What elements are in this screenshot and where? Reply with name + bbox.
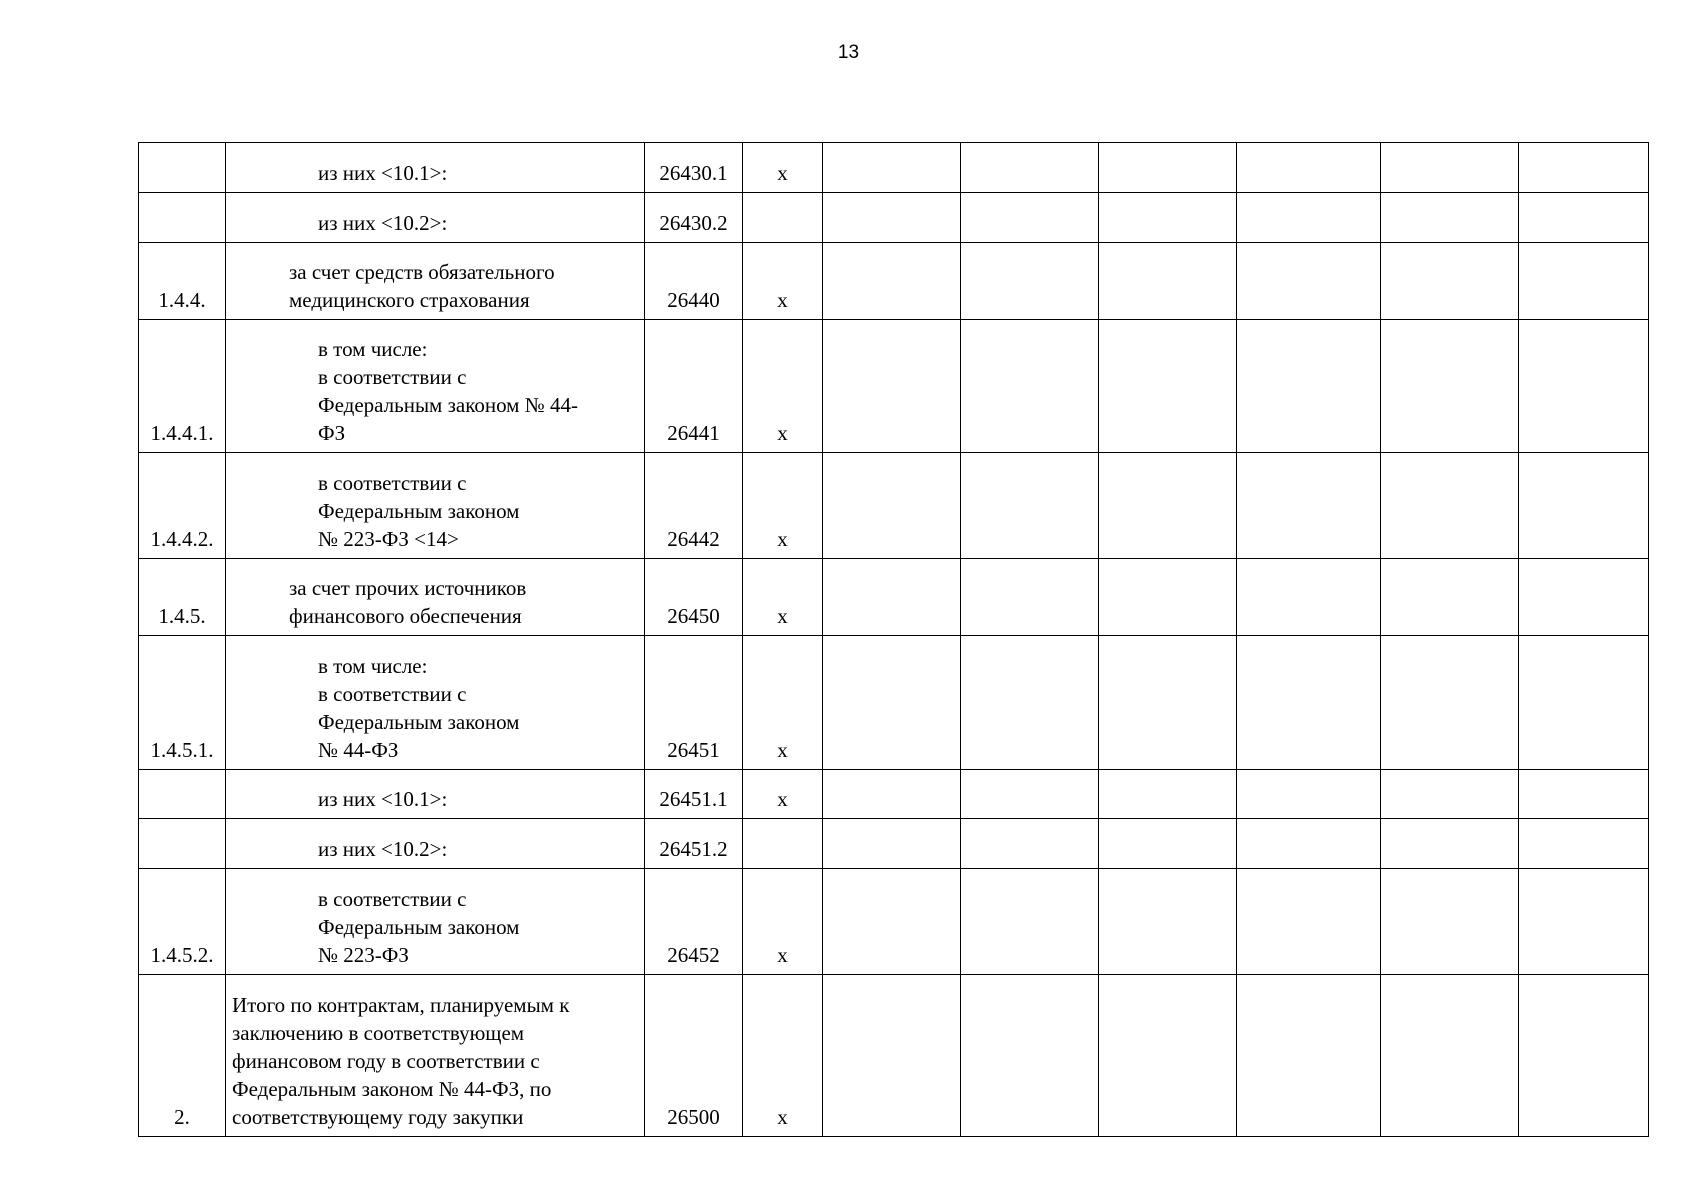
empty-value-cell [1237,453,1381,559]
row-name-text: из них <10.1>: [318,161,448,185]
empty-value-cell [961,143,1099,193]
empty-value-cell [1519,453,1649,559]
empty-value-cell [961,243,1099,320]
row-name-text: из них <10.2>: [318,211,448,235]
empty-value-cell [1381,869,1519,975]
empty-value-cell [1099,243,1237,320]
empty-value-cell [1237,819,1381,869]
row-name-text: в соответствии с Федеральным законом № 223-ФЗ <14> [318,471,520,551]
empty-value-cell [1099,193,1237,243]
empty-value-cell [961,453,1099,559]
row-name-cell [226,975,645,1137]
row-number-cell [139,770,226,819]
row-name-text: в соответствии с Федеральным законом № 223-ФЗ [318,887,520,967]
empty-value-cell [961,559,1099,636]
table-row [139,193,1649,243]
empty-value-cell [1519,819,1649,869]
empty-value-cell [1099,636,1237,770]
empty-value-cell [1099,819,1237,869]
row-name-cell [226,193,645,243]
empty-value-cell [1381,453,1519,559]
empty-value-cell [961,770,1099,819]
empty-value-cell [1099,143,1237,193]
empty-value-cell [1237,320,1381,453]
table-row [139,636,1649,770]
row-code-cell: 26500 [645,975,743,1137]
table-row [139,453,1649,559]
row-code-cell: 26441 [645,320,743,453]
row-name-cell [226,819,645,869]
empty-value-cell [823,320,961,453]
row-code-cell: 26430.2 [645,193,743,243]
empty-value-cell [823,869,961,975]
empty-value-cell [1099,320,1237,453]
empty-value-cell [1519,975,1649,1137]
empty-value-cell [1099,559,1237,636]
row-code-cell: 26440 [645,243,743,320]
row-number-cell: 1.4.5.2. [139,869,226,975]
table-row [139,869,1649,975]
row-flag-cell: x [743,143,823,193]
row-flag-cell: x [743,636,823,770]
table-row [139,819,1649,869]
row-code-cell: 26452 [645,869,743,975]
empty-value-cell [1099,453,1237,559]
empty-value-cell [1237,143,1381,193]
empty-value-cell [1381,143,1519,193]
empty-value-cell [1237,869,1381,975]
row-flag-cell [743,193,823,243]
empty-value-cell [823,975,961,1137]
empty-value-cell [1381,636,1519,770]
empty-value-cell [823,559,961,636]
row-name-text: в том числе: в соответствии с Федеральным законом № 44-ФЗ [318,654,520,762]
empty-value-cell [1381,975,1519,1137]
row-name-text: Итого по контрактам, планируемым к заключению в соответствующем финансовом году в соответствии с Федеральным законом № 44-ФЗ, по соответствующему году закупки [232,993,570,1129]
table-row [139,975,1649,1137]
empty-value-cell [1381,193,1519,243]
empty-value-cell [961,869,1099,975]
empty-value-cell [1519,193,1649,243]
row-number-cell [139,819,226,869]
empty-value-cell [1237,193,1381,243]
row-number-cell: 1.4.5. [139,559,226,636]
empty-value-cell [1519,143,1649,193]
empty-value-cell [1519,869,1649,975]
empty-value-cell [961,819,1099,869]
row-flag-cell [743,819,823,869]
row-name-cell [226,559,645,636]
row-number-cell: 2. [139,975,226,1137]
table-row [139,143,1649,193]
row-number-cell: 1.4.5.1. [139,636,226,770]
row-flag-cell: x [743,243,823,320]
empty-value-cell [1381,819,1519,869]
empty-value-cell [1099,869,1237,975]
row-name-cell [226,453,645,559]
empty-value-cell [1099,770,1237,819]
empty-value-cell [1381,559,1519,636]
row-code-cell: 26430.1 [645,143,743,193]
empty-value-cell [1381,320,1519,453]
empty-value-cell [1237,636,1381,770]
empty-value-cell [1237,243,1381,320]
row-number-cell [139,193,226,243]
empty-value-cell [961,636,1099,770]
empty-value-cell [1237,770,1381,819]
empty-value-cell [1519,559,1649,636]
table-row [139,770,1649,819]
row-flag-cell: x [743,320,823,453]
table-row [139,320,1649,453]
row-flag-cell: x [743,869,823,975]
empty-value-cell [1237,559,1381,636]
row-code-cell: 26450 [645,559,743,636]
row-name-cell [226,869,645,975]
empty-value-cell [823,243,961,320]
empty-value-cell [823,453,961,559]
row-flag-cell: x [743,770,823,819]
empty-value-cell [823,636,961,770]
row-name-cell [226,143,645,193]
table-row [139,243,1649,320]
row-number-cell: 1.4.4.1. [139,320,226,453]
row-name-text: за счет прочих источников финансового обеспечения [289,576,527,628]
row-name-cell [226,320,645,453]
form-table [138,142,1649,1137]
empty-value-cell [823,143,961,193]
row-flag-cell: x [743,453,823,559]
empty-value-cell [1099,975,1237,1137]
row-code-cell: 26442 [645,453,743,559]
page-number: 13 [837,42,860,63]
empty-value-cell [1519,243,1649,320]
row-name-cell [226,243,645,320]
empty-value-cell [823,770,961,819]
row-code-cell: 26451.2 [645,819,743,869]
row-number-cell: 1.4.4. [139,243,226,320]
row-code-cell: 26451.1 [645,770,743,819]
empty-value-cell [1237,975,1381,1137]
row-name-cell [226,770,645,819]
row-flag-cell: x [743,975,823,1137]
table-row [139,559,1649,636]
empty-value-cell [1519,636,1649,770]
row-number-cell: 1.4.4.2. [139,453,226,559]
empty-value-cell [823,819,961,869]
row-name-text: в том числе: в соответствии с Федеральным законом № 44- ФЗ [318,337,578,445]
row-number-cell [139,143,226,193]
row-code-cell: 26451 [645,636,743,770]
empty-value-cell [823,193,961,243]
empty-value-cell [961,320,1099,453]
row-name-text: из них <10.1>: [318,787,448,811]
empty-value-cell [1381,243,1519,320]
empty-value-cell [961,975,1099,1137]
empty-value-cell [961,193,1099,243]
empty-value-cell [1381,770,1519,819]
row-name-text: из них <10.2>: [318,837,448,861]
table-body [139,143,1649,1137]
empty-value-cell [1519,320,1649,453]
empty-value-cell [1519,770,1649,819]
row-name-cell [226,636,645,770]
row-flag-cell: x [743,559,823,636]
row-name-text: за счет средств обязательного медицинского страхования [289,260,555,312]
